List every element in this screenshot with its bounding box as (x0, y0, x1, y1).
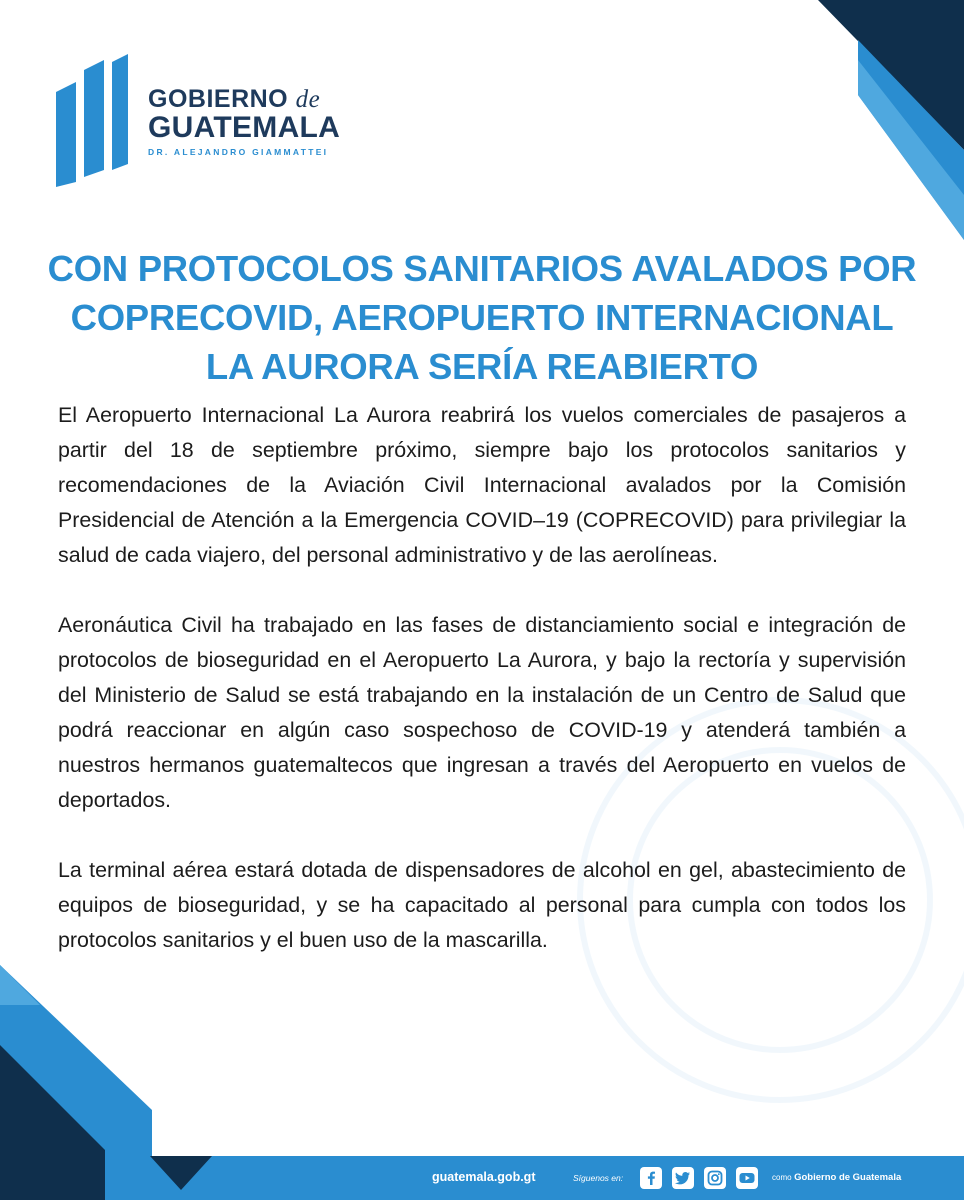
headline-line: CON PROTOCOLOS SANITARIOS AVALADOS POR (47, 248, 917, 289)
body-paragraph: El Aeropuerto Internacional La Aurora reabrirá los vuelos comerciales de pasajeros a partir del 18 de septiembre próximo, siempre bajo los protocolos sanitarios y recomendaciones de la Aviación Civil Internacional avalados por la Comisión Presidencial de Atención a la Emergencia COVID–19 (COPRECOVID) para privilegiar la salud de cada viajero, del personal administrativo y de las aerolíneas. (58, 403, 906, 567)
logo-line-gobierno (148, 86, 340, 113)
body-paragraph: La terminal aérea estará dotada de dispensadores de alcohol en gel, abastecimiento de equipos de bioseguridad, y se ha capacitado al personal para cumpla con todos los protocolos sanitarios y el buen uso de la mascarilla. (58, 858, 906, 952)
logo-president-text: DR. ALEJANDRO GIAMMATTEI (148, 147, 329, 157)
logo-bars-icon (56, 52, 136, 187)
headline-line: COPRECOVID, AEROPUERTO INTERNACIONAL (70, 297, 894, 338)
headline (40, 244, 924, 391)
instagram-icon[interactable] (704, 1167, 726, 1189)
footer-como-text: como (772, 1173, 792, 1182)
youtube-icon[interactable] (736, 1167, 758, 1189)
facebook-icon[interactable] (640, 1167, 662, 1189)
twitter-icon[interactable] (672, 1167, 694, 1189)
footer-website-link[interactable]: guatemala.gob.gt (432, 1170, 536, 1184)
footer-handle-text: Gobierno de Guatemala (794, 1172, 902, 1183)
logo-gobierno-text: GOBIERNO (148, 85, 289, 113)
logo-guatemala-text: GUATEMALA (148, 111, 341, 144)
logo-wordmark (148, 86, 340, 157)
gobierno-logo (56, 52, 376, 192)
footer-handle (772, 1172, 901, 1183)
headline-line: LA AURORA SERÍA REABIERTO (205, 346, 759, 387)
footer-follow-label: Síguenos en: (573, 1173, 624, 1183)
article-body (58, 398, 906, 993)
body-paragraph: Aeronáutica Civil ha trabajado en las fases de distanciamiento social e integración de protocolos de bioseguridad en el Aeropuerto La Aurora, y bajo la rectoría y supervisión del Ministerio de Salud se está trabajando en la instalación de un Centro de Salud que podrá reaccionar en algún caso sospechoso de COVID-19 y atenderá también a nuestros hermanos guatemaltecos que ingresan a través del Aeropuerto en vuelos de deportados. (58, 613, 906, 812)
logo-de-text: de (295, 86, 321, 113)
